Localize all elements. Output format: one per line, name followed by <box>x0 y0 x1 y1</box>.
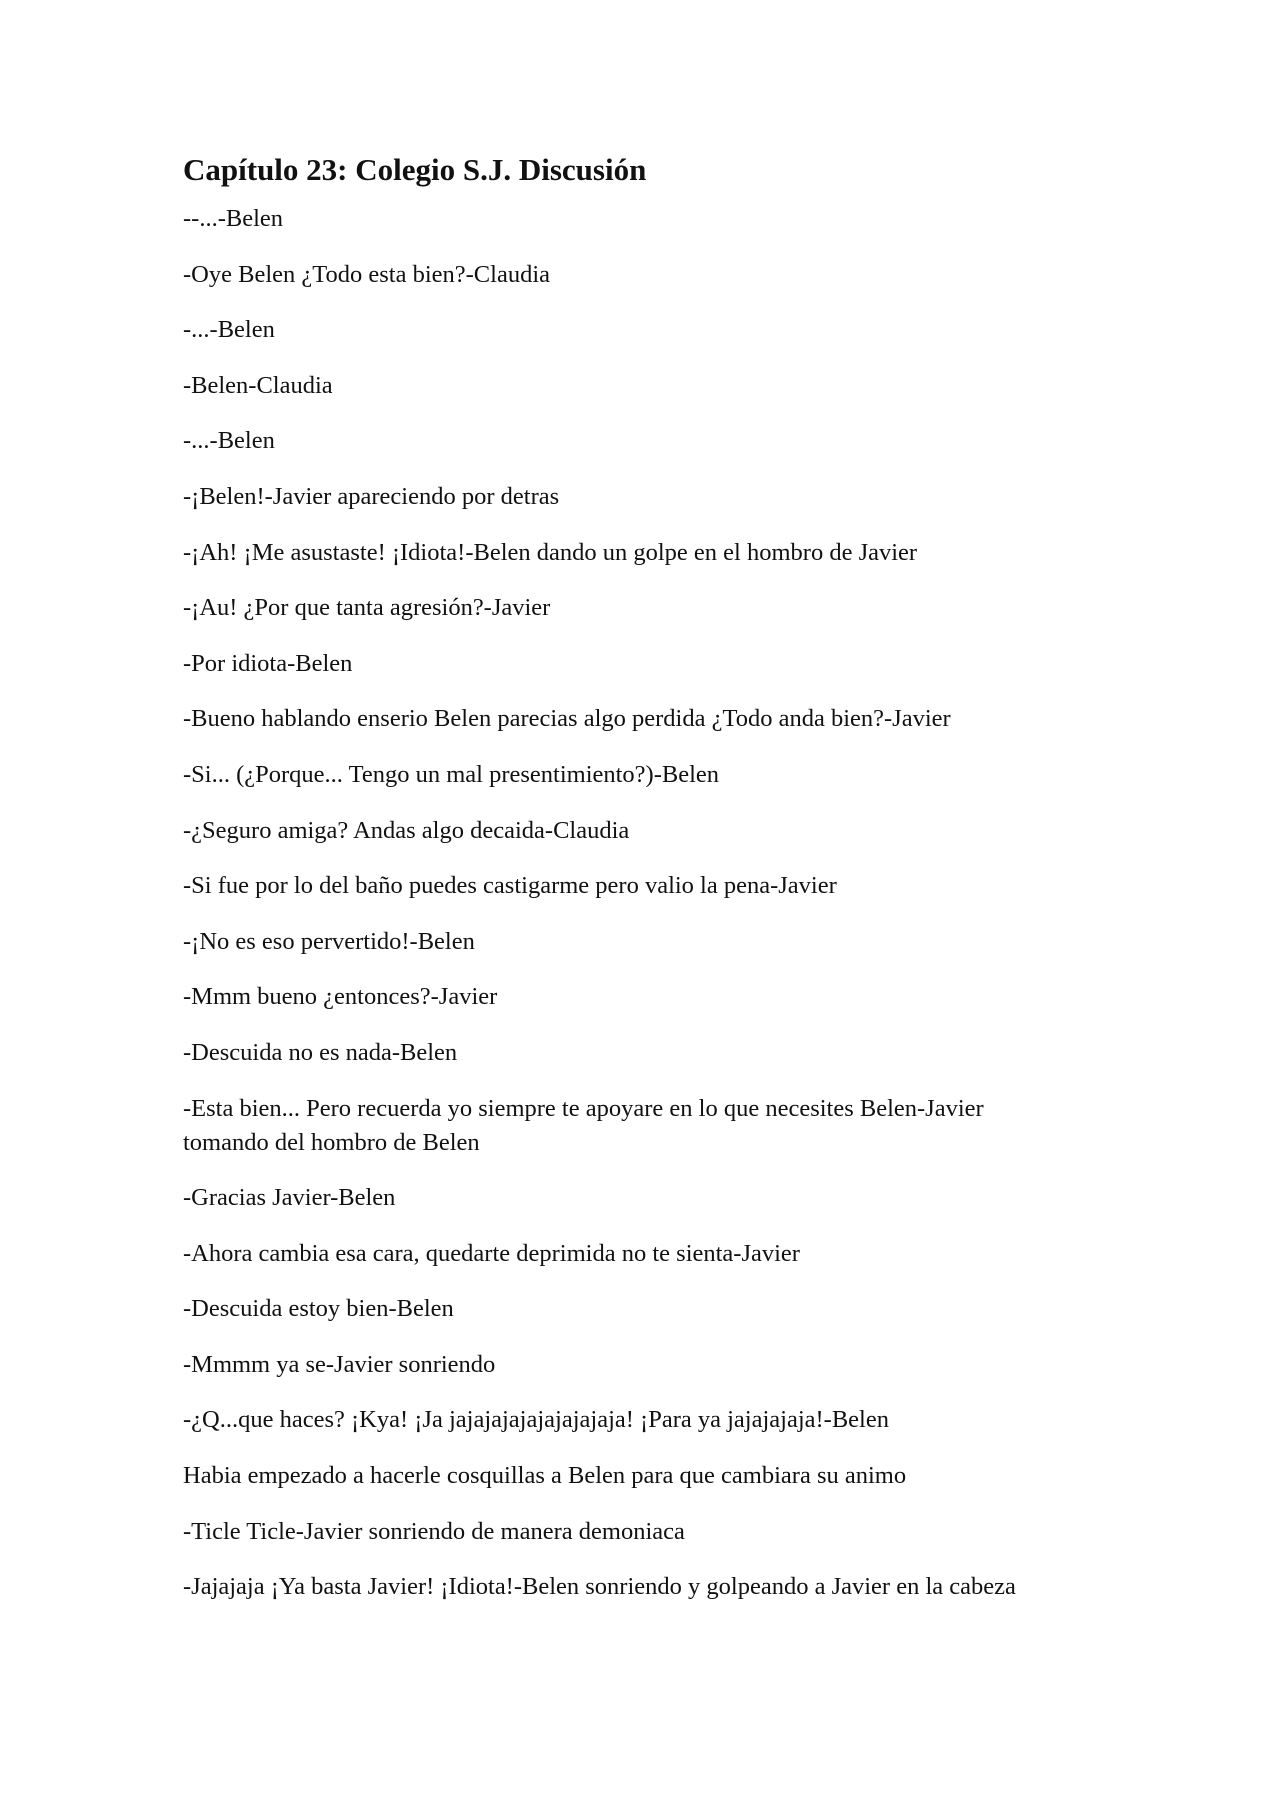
dialogue-line-6: -¡Belen!-Javier apareciendo por detras <box>183 482 560 510</box>
dialogue-line-18: -Gracias Javier-Belen <box>183 1184 396 1212</box>
dialogue-line-24: -Ticle Ticle-Javier sonriendo de manera demoniaca <box>183 1517 685 1545</box>
dialogue-line-20: -Descuida estoy bien-Belen <box>183 1295 454 1323</box>
dialogue-line-15: -Mmm bueno ¿entonces?-Javier <box>183 983 498 1011</box>
dialogue-line-12: -¿Seguro amiga? Andas algo decaida-Claudia <box>183 816 630 844</box>
dialogue-line-22: -¿Q...que haces? ¡Kya! ¡Ja jajajajajajajajajaja! ¡Para ya jajajajaja!-Belen <box>183 1406 889 1434</box>
dialogue-line-11: -Si... (¿Porque... Tengo un mal presentimiento?)-Belen <box>183 760 720 788</box>
dialogue-line-14: -¡No es eso pervertido!-Belen <box>183 927 475 955</box>
dialogue-line-21: -Mmmm ya se-Javier sonriendo <box>183 1350 496 1378</box>
dialogue-line-25: -Jajajaja ¡Ya basta Javier! ¡Idiota!-Belen sonriendo y golpeando a Javier en la cabeza <box>183 1573 1016 1601</box>
dialogue-line-17: -Esta bien... Pero recuerda yo siempre te apoyare en lo que necesites Belen-Javier tomando del hombro de Belen <box>183 1094 984 1156</box>
dialogue-line-2: -Oye Belen ¿Todo esta bien?-Claudia <box>183 260 551 288</box>
dialogue-line-13: -Si fue por lo del baño puedes castigarme pero valio la pena-Javier <box>183 872 837 900</box>
narration-line: Habia empezado a hacerle cosquillas a Belen para que cambiara su animo <box>183 1462 907 1490</box>
dialogue-line-5: -...-Belen <box>183 427 275 455</box>
dialogue-line-3: -...-Belen <box>183 316 275 344</box>
dialogue-line-8: -¡Au! ¿Por que tanta agresión?-Javier <box>183 594 551 622</box>
dialogue-line-16: -Descuida no es nada-Belen <box>183 1038 458 1066</box>
dialogue-line-10: -Bueno hablando enserio Belen parecias algo perdida ¿Todo anda bien?-Javier <box>183 705 951 733</box>
document-body <box>183 150 1103 1626</box>
dialogue-line-9: -Por idiota-Belen <box>183 649 353 677</box>
dialogue-line-7: -¡Ah! ¡Me asustaste! ¡Idiota!-Belen dando un golpe en el hombro de Javier <box>183 538 918 566</box>
dialogue-line-1: --...-Belen <box>183 205 283 232</box>
dialogue-line-4: -Belen-Claudia <box>183 371 333 399</box>
chapter-title: Capítulo 23: Colegio S.J. Discusión <box>183 152 647 187</box>
dialogue-line-19: -Ahora cambia esa cara, quedarte deprimida no te sienta-Javier <box>183 1239 800 1267</box>
